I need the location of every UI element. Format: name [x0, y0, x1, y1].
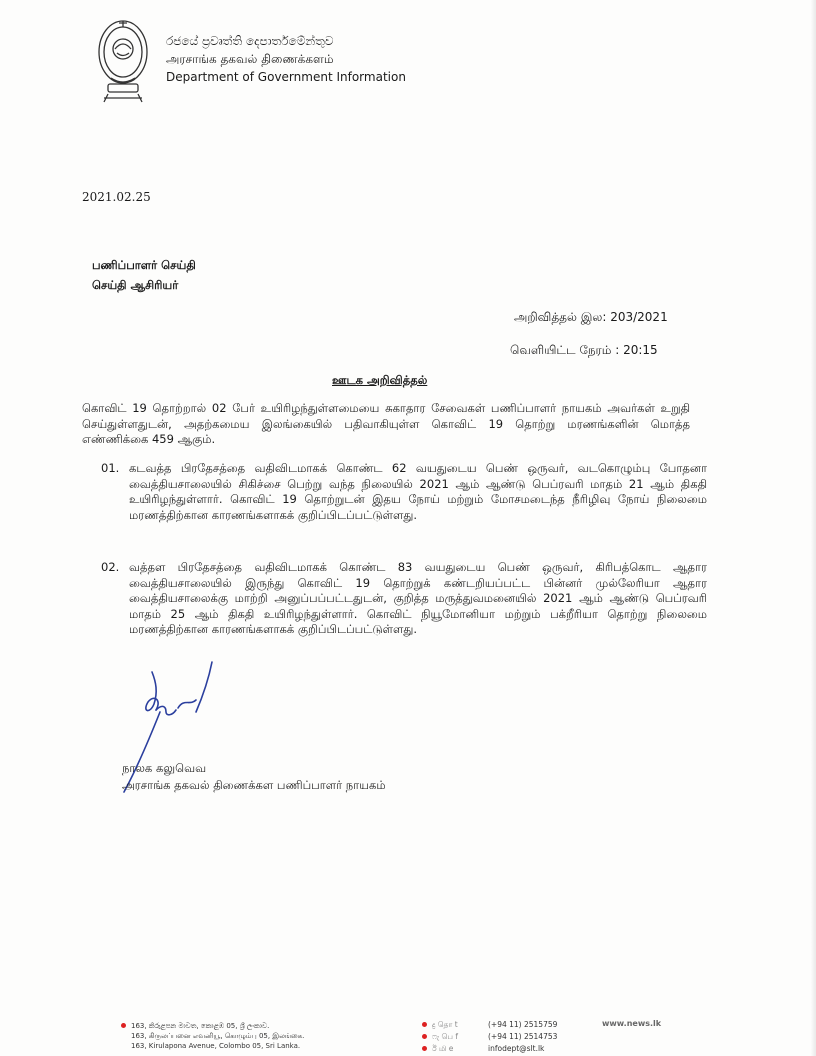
signatory-name: நாலக கலுவெவ: [122, 761, 207, 775]
government-emblem-icon: [94, 18, 152, 104]
contact-email: ඊ மி e infodept@slt.lk: [432, 1044, 545, 1053]
address-line-tamil: 163, கிருலப்பனை எவனியூ, கொழும்பு 05, இலங்கை.: [131, 1032, 305, 1040]
footer-address: [131, 1021, 304, 1051]
signatory-block: [122, 760, 386, 794]
contact-phone: දු தொ t (+94 11) 2515759: [432, 1020, 558, 1029]
address-line-english: 163, Kirulapona Avenue, Colombo 05, Sri Lanka.: [131, 1042, 301, 1050]
scan-edge-shadow: [810, 0, 816, 1056]
list-item-text: கடவத்த பிரதேசத்தை வதிவிடமாகக் கொண்ட 62 வயதுடைய பெண் ஒருவர், வடகொழும்பு போதனா வைத்தியசாலையில் சிகிச்சை பெற்று வந்த நிலையில் 2021 ஆம் ஆண்டு பெப்ரவரி மாதம் 21 ஆம் திகதி உயிரிழந்துள்ளார். கொவிட் 19 தொற்றுடன் இதய நோய் மற்றும் மோசமடைந்த நீரிழிவு நோய் நிலைமை மரணத்திற்கான காரணங்களாகக் குறிப்பிடப்பட்டுள்ளது.: [129, 461, 707, 522]
department-name-english: Department of Government Information: [166, 70, 406, 84]
footer-contacts: [432, 1019, 557, 1055]
phone-bullet-icon: [422, 1022, 427, 1027]
release-time: வெளியிட்ட நேரம் : 20:15: [510, 343, 658, 357]
list-item-number: 02.: [101, 560, 120, 574]
signatory-position: அரசாங்க தகவல் திணைக்கள பணிப்பாளர் நாயகம்: [122, 778, 386, 792]
list-item-text: வத்தள பிரதேசத்தை வதிவிடமாகக் கொண்ட 83 வயதுடைய பெண் ஒருவர், கிரிபத்கொட ஆதார வைத்தியசாலையில் இருந்து கொவிட் 19 தொற்றுக் கண்டறியப்பட்ட பின்னர் முல்லேரியா ஆதார வைத்தியசாலைக்கு மாற்றி அனுப்பப்பட்டதுடன், குறித்த மருத்துவமனையில் 2021 ஆம் ஆண்டு பெப்ரவரி மாதம் 25 ஆம் திகதி உயிரிழந்துள்ளார். கொவிட் நியூமோனியா மற்றும் பக்றீரியா தொற்று நிலைமை மரணத்திற்கான காரணங்களாகக் குறிப்பிடப்பட்டுள்ளது.: [129, 560, 707, 636]
email-bullet-icon: [422, 1046, 427, 1051]
recipient-director-news: பணிப்பாளர் செய்தி: [92, 258, 196, 272]
fax-bullet-icon: [422, 1034, 427, 1039]
department-name-sinhala: රජයේ ප්‍රවෘත්ති දෙපාර්තමේන්තුව: [166, 34, 334, 48]
intro-paragraph: கொவிட் 19 தொற்றால் 02 பேர் உயிரிழந்துள்ளமையை சுகாதார சேவைகள் பணிப்பாளர் நாயகம் அவர்கள் உறுதி செய்துள்ளதுடன், அதற்கமைய இலங்கையில் பதிவாகியுள்ள கொவிட் 19 தொற்று மரணங்களின் மொத்த எண்ணிக்கை 459 ஆகும்.: [82, 401, 690, 446]
department-name-tamil: அரசாங்க தகவல் திணைக்களம்: [166, 52, 334, 66]
recipient-news-editor: செய்தி ஆசிரியர்: [92, 278, 179, 292]
document-title: ஊடக அறிவித்தல்: [332, 373, 428, 387]
website-link[interactable]: www.news.lk: [602, 1019, 662, 1028]
department-header: [166, 32, 406, 86]
reference-number: அறிவித்தல் இல: 203/2021: [514, 310, 668, 324]
list-item-number: 01.: [101, 461, 120, 475]
recipients-block: [92, 255, 196, 295]
address-line-sinhala: 163, කිරුළපන මාවත, කොළඹ 05, ශ්‍රී ලංකාව.: [131, 1022, 270, 1030]
address-bullet-icon: [121, 1023, 126, 1028]
release-date: 2021.02.25: [82, 190, 151, 204]
contact-fax: ෆැ பெ f (+94 11) 2514753: [432, 1032, 558, 1041]
